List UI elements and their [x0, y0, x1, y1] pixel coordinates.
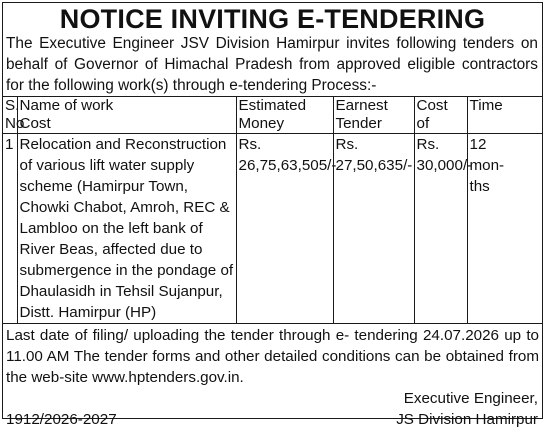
notice-title: NOTICE INVITING E-TENDERING	[59, 4, 486, 34]
signature-block	[3, 388, 542, 430]
header-name-of-work: Name of work Cost	[17, 97, 236, 134]
table-row	[3, 134, 542, 324]
cell-time: 12 mon- ths	[467, 134, 542, 324]
notice-intro: The Executive Engineer JSV Division Hamirpur invites following tenders on behalf of Governor of Himachal Pradesh from approved eligible contractors for the following work(s) through e-tendering Process:-	[6, 35, 538, 94]
signatory: Executive Engineer, JS Division Hamirpur	[396, 390, 538, 428]
header-earnest: Earnest Tender	[333, 97, 414, 134]
tender-table	[3, 96, 542, 324]
cell-name-of-work: Relocation and Reconstruction of various lift water supply scheme (Hamirpur Town, Chowki Chabot, Amroh, REC & Lambloo on the left bank of River Beas, affected due to submergence in the pondage of Dhaulasidh in Tehsil Sujanpur, Distt. Hamirpur (HP)	[17, 134, 236, 324]
cell-estimated-cost: Rs. 26,75,63,505/-	[236, 134, 333, 324]
cell-earnest-money: Rs. 27,50,635/-	[333, 134, 414, 324]
header-cost-of: Cost of	[414, 97, 467, 134]
header-sno: S. No	[5, 97, 25, 132]
tender-notice	[2, 2, 543, 428]
cell-sno: 1	[3, 134, 17, 324]
header-time: Time	[467, 97, 542, 134]
cell-tender-cost: Rs. 30,000/-	[414, 134, 467, 324]
reference-number: 1912/2026-2027	[6, 411, 117, 428]
table-header-row	[3, 97, 542, 134]
header-estimated: Estimated Money	[236, 97, 333, 134]
notice-footer: Last date of filing/ uploading the tender through e- tendering 24.07.2026 up to 11.00 AM The tender forms and other detailed conditions can be obtained from the web-site www.hptenders.gov.in.	[6, 327, 539, 386]
